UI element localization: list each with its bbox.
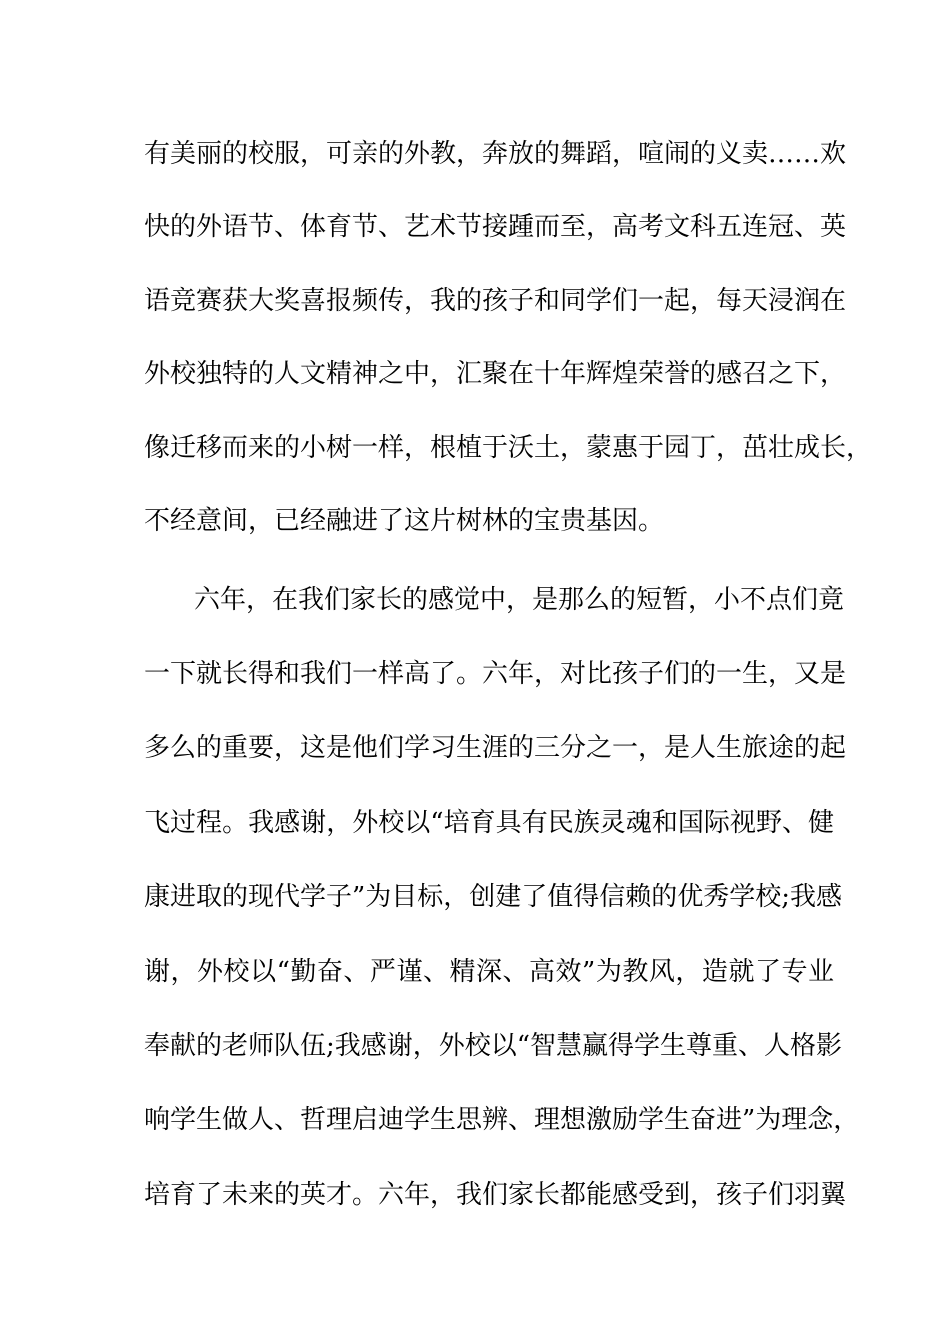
text-line-1: 有美丽的校服，可亲的外教，奔放的舞蹈，喧闹的义卖……欢 [144,139,847,169]
text-line-7: 六年，在我们家长的感觉中，是那么的短暂，小不点们竟 [194,585,845,615]
text-line-2: 快的外语节、体育节、艺术节接踵而至，高考文科五连冠、英 [144,212,847,242]
text-line-6: 不经意间，已经融进了这片树林的宝贵基因。 [144,506,665,536]
text-line-10: 飞过程。我感谢，外校以“培育具有民族灵魂和国际视野、健 [144,808,834,838]
text-line-3: 语竞赛获大奖喜报频传，我的孩子和同学们一起，每天浸润在 [144,286,847,316]
text-line-13: 奉献的老师队伍;我感谢，外校以“智慧赢得学生尊重、人格影 [144,1031,843,1061]
text-line-5: 像迁移而来的小树一样，根植于沃土，蒙惠于园丁，茁壮成长， [144,433,873,463]
text-line-12: 谢，外校以“勤奋、严谨、精深、高效”为教风，造就了专业 [144,957,834,987]
text-line-15: 培育了未来的英才。六年，我们家长都能感受到，孩子们羽翼 [144,1180,847,1210]
text-line-14: 响学生做人、哲理启迪学生思辨、理想激励学生奋进”为理念， [144,1105,860,1135]
text-line-8: 一下就长得和我们一样高了。六年，对比孩子们的一生，又是 [144,659,847,689]
text-line-11: 康进取的现代学子”为目标，创建了值得信赖的优秀学校;我感 [144,882,843,912]
text-line-9: 多么的重要，这是他们学习生涯的三分之一，是人生旅途的起 [144,733,847,763]
text-line-4: 外校独特的人文精神之中，汇聚在十年辉煌荣誉的感召之下， [144,359,847,389]
